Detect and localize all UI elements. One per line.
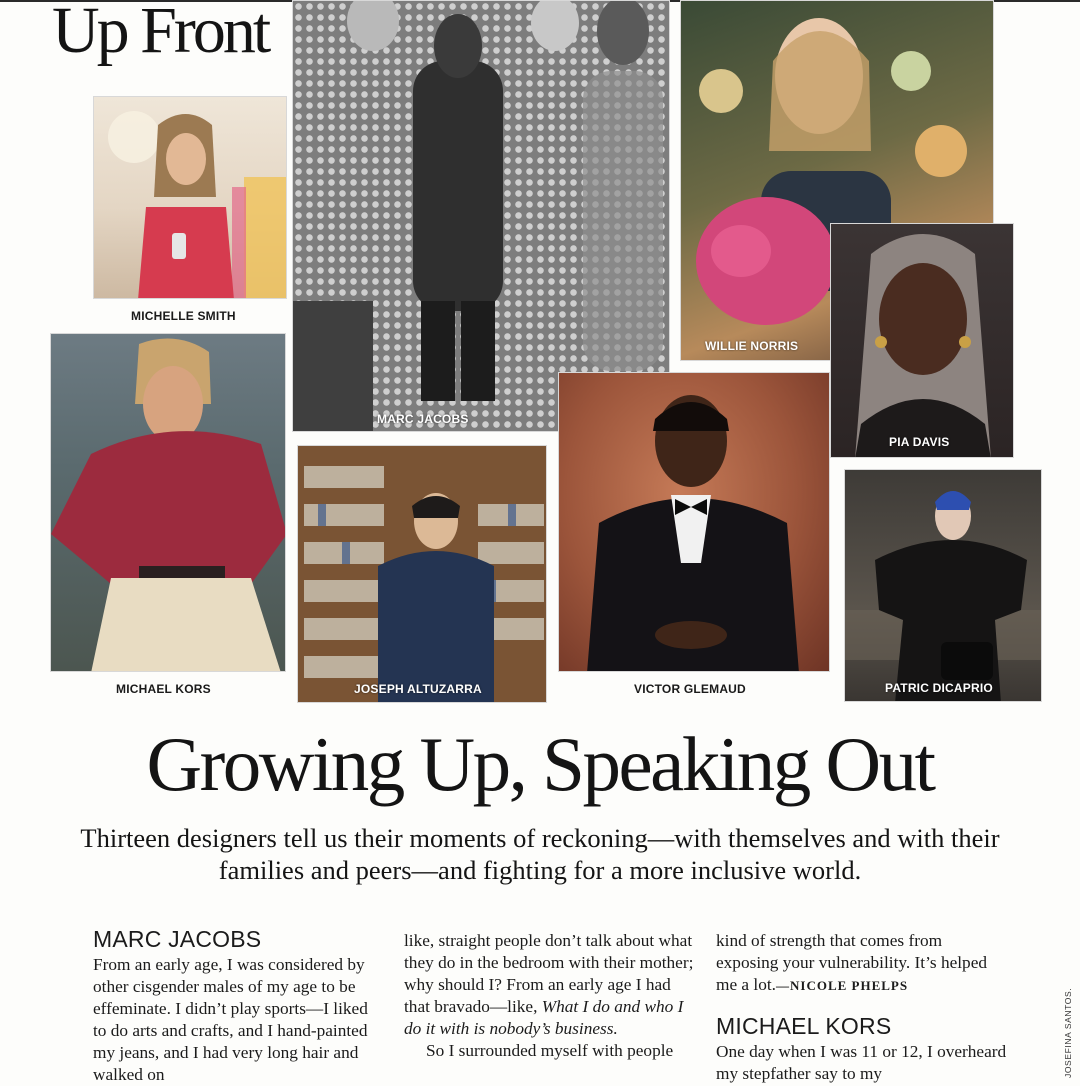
pia-davis-illustration bbox=[831, 224, 1014, 458]
caption-pia-davis: PIA DAVIS bbox=[889, 435, 950, 449]
photo-credit: JOSEFINA SANTOS. bbox=[1063, 987, 1073, 1078]
photo-pia-davis bbox=[830, 223, 1014, 458]
article-column-2 bbox=[404, 930, 696, 1062]
caption-patric-dicaprio: PATRIC DICAPRIO bbox=[885, 681, 993, 695]
column-2-text-a: like, straight people don’t talk about what they do in the bedroom with their mother; why should I? From an early age I had that bravado—like, bbox=[404, 931, 694, 1016]
caption-willie-norris: WILLIE NORRIS bbox=[705, 339, 799, 353]
article-dek: Thirteen designers tell us their moments of reckoning—with themselves and with their families and peers—and fighting for a more inclusive world. bbox=[80, 823, 1000, 885]
column-2-text-b: So I surrounded myself with people bbox=[426, 1041, 674, 1060]
article-column-3 bbox=[716, 930, 1008, 1085]
article-column-1 bbox=[93, 926, 385, 1086]
joseph-altuzarra-illustration bbox=[298, 446, 547, 703]
caption-victor-glemaud: VICTOR GLEMAUD bbox=[634, 682, 746, 696]
victor-glemaud-illustration bbox=[559, 373, 830, 672]
column-3-text-a: kind of strength that comes from exposing your vulnerability. It’s helped me a lot. bbox=[716, 931, 988, 994]
caption-michelle-smith: MICHELLE SMITH bbox=[131, 309, 236, 323]
patric-dicaprio-illustration bbox=[845, 470, 1042, 702]
photo-michael-kors bbox=[50, 333, 286, 672]
michael-kors-illustration bbox=[51, 334, 286, 672]
michelle-smith-illustration bbox=[94, 97, 287, 299]
column-2-italic-text: What I do and who I do it with is nobody’s business. bbox=[404, 997, 684, 1038]
photo-victor-glemaud bbox=[558, 372, 830, 672]
marc-jacobs-group-illustration bbox=[293, 1, 670, 432]
photo-marc-jacobs bbox=[292, 0, 670, 432]
column-1-text: From an early age, I was considered by other cisgender males of my age to be effeminate. I didn’t play sports—I liked to do arts and crafts, and I hand-painted my jeans, and I had very long hair and walked on bbox=[93, 955, 368, 1084]
designer-name-michael-kors: MICHAEL KORS bbox=[716, 1013, 892, 1039]
caption-joseph-altuzarra: JOSEPH ALTUZARRA bbox=[354, 682, 482, 696]
photo-michelle-smith bbox=[93, 96, 287, 299]
caption-marc-jacobs: MARC JACOBS bbox=[377, 412, 469, 426]
column-3-text-b: One day when I was 11 or 12, I overheard my stepfather say to my bbox=[716, 1042, 1007, 1083]
designer-name-marc-jacobs: MARC JACOBS bbox=[93, 926, 262, 952]
author-signature: —NICOLE PHELPS bbox=[776, 978, 909, 993]
section-title: Up Front bbox=[52, 0, 269, 67]
photo-joseph-altuzarra bbox=[297, 445, 547, 703]
photo-patric-dicaprio bbox=[844, 469, 1042, 702]
article-headline: Growing Up, Speaking Out bbox=[146, 721, 934, 807]
caption-michael-kors: MICHAEL KORS bbox=[116, 682, 211, 696]
